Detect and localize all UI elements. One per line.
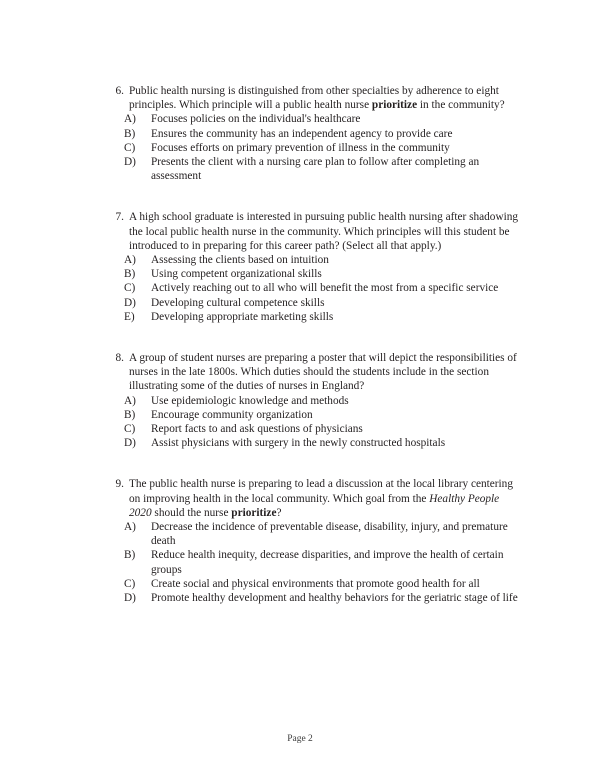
option-text: Decrease the incidence of preventable disease, disability, injury, and premature death [151, 521, 508, 548]
option-text: Ensures the community has an independent agency to provide care [151, 127, 453, 140]
option-text: Developing cultural competence skills [151, 296, 325, 309]
option-letter: A) [124, 254, 136, 267]
question-item [104, 477, 524, 605]
question-stem-part-1: A group of student nurses are preparing a poster that will depict the responsibilities of nurses in the late 1800s. Which duties should the students include in the section illustrating some of the duties of nurses in England? [129, 352, 517, 393]
question-stem-row [104, 351, 524, 394]
option-letter: B) [124, 549, 136, 562]
question-number: 8. [115, 352, 124, 365]
options-list [104, 394, 524, 451]
option-text: Report facts to and ask questions of physicians [151, 423, 363, 436]
question-number: 6. [115, 85, 124, 97]
questions-container [104, 84, 524, 605]
option-item[interactable] [124, 267, 524, 281]
question-stem-row [104, 477, 524, 520]
option-text: Assist physicians with surgery in the newly constructed hospitals [151, 437, 446, 450]
option-letter: C) [124, 423, 136, 436]
question-stem-italic: Healthy People 2020 [129, 492, 500, 519]
page-number-label: Page 2 [287, 734, 313, 744]
question-stem-row [104, 84, 524, 112]
option-text: Assessing the clients based on intuition [151, 254, 329, 267]
option-item[interactable] [124, 155, 524, 183]
question-stem [124, 84, 524, 112]
question-stem [124, 351, 524, 394]
option-letter: A) [124, 113, 136, 126]
option-letter: A) [124, 394, 136, 407]
question-item [104, 351, 524, 450]
option-letter: C) [124, 141, 136, 154]
option-text: Using competent organizational skills [151, 268, 322, 281]
option-item[interactable] [124, 520, 524, 548]
option-text: Presents the client with a nursing care plan to follow after completing an assessment [151, 156, 480, 183]
option-letter: C) [124, 577, 136, 590]
option-item[interactable] [124, 141, 524, 155]
option-item[interactable] [124, 577, 524, 591]
question-stem-emphasis: prioritize [231, 506, 277, 519]
page-footer [0, 733, 600, 745]
question-item [104, 84, 524, 183]
question-stem [124, 210, 524, 253]
option-letter: E) [124, 310, 135, 323]
option-text: Use epidemiologic knowledge and methods [151, 394, 349, 407]
option-letter: D) [124, 296, 136, 309]
question-number: 9. [115, 478, 124, 491]
option-text: Promote healthy development and healthy behaviors for the geriatric stage of life [151, 592, 518, 605]
option-letter: B) [124, 268, 136, 281]
option-item[interactable] [124, 281, 524, 295]
option-text: Actively reaching out to all who will benefit the most from a specific service [151, 282, 499, 295]
option-item[interactable] [124, 436, 524, 450]
question-stem-emphasis: prioritize [371, 99, 418, 112]
option-text: Create social and physical environments that promote good health for all [151, 577, 480, 590]
option-text: Focuses efforts on primary prevention of illness in the community [151, 141, 450, 154]
question-stem-part-1: Public health nursing is distinguished from other specialties by adherence to eight principles. Which principle will a public health nurse [129, 85, 499, 112]
option-letter: B) [124, 127, 136, 140]
option-item[interactable] [124, 408, 524, 422]
option-item[interactable] [124, 296, 524, 310]
options-list [104, 112, 524, 183]
option-letter: A) [124, 521, 136, 534]
options-list [104, 253, 524, 324]
option-item[interactable] [124, 548, 524, 576]
question-stem-part-1: The public health nurse is preparing to lead a discussion at the local library centering on improving health in the local community. Which goal from the [129, 478, 513, 505]
option-text: Developing appropriate marketing skills [151, 310, 334, 323]
option-item[interactable] [124, 422, 524, 436]
question-stem-row [104, 210, 524, 253]
option-letter: B) [124, 408, 136, 421]
option-item[interactable] [124, 394, 524, 408]
option-item[interactable] [124, 253, 524, 267]
option-letter: D) [124, 437, 136, 450]
option-letter: D) [124, 592, 136, 605]
option-text: Reduce health inequity, decrease disparities, and improve the health of certain groups [151, 549, 504, 576]
question-stem-part-mid: should the nurse [151, 506, 232, 519]
question-number: 7. [115, 211, 124, 224]
question-stem-part-1: A high school graduate is interested in pursuing public health nursing after shadowing the local public health nurse in the community. Which principles will this student be introduced to in preparing for this career path? (Select all that apply.) [129, 211, 519, 252]
option-letter: C) [124, 282, 136, 295]
question-item [104, 210, 524, 324]
question-stem [124, 477, 524, 520]
question-stem-part-2: ? [276, 506, 282, 519]
option-text: Encourage community organization [151, 408, 313, 421]
option-text: Focuses policies on the individual's healthcare [151, 113, 361, 126]
option-item[interactable] [124, 310, 524, 324]
question-stem-part-2: in the community? [417, 99, 505, 112]
option-item[interactable] [124, 591, 524, 605]
option-letter: D) [124, 156, 136, 169]
options-list [104, 520, 524, 605]
option-item[interactable] [124, 112, 524, 126]
option-item[interactable] [124, 127, 524, 141]
